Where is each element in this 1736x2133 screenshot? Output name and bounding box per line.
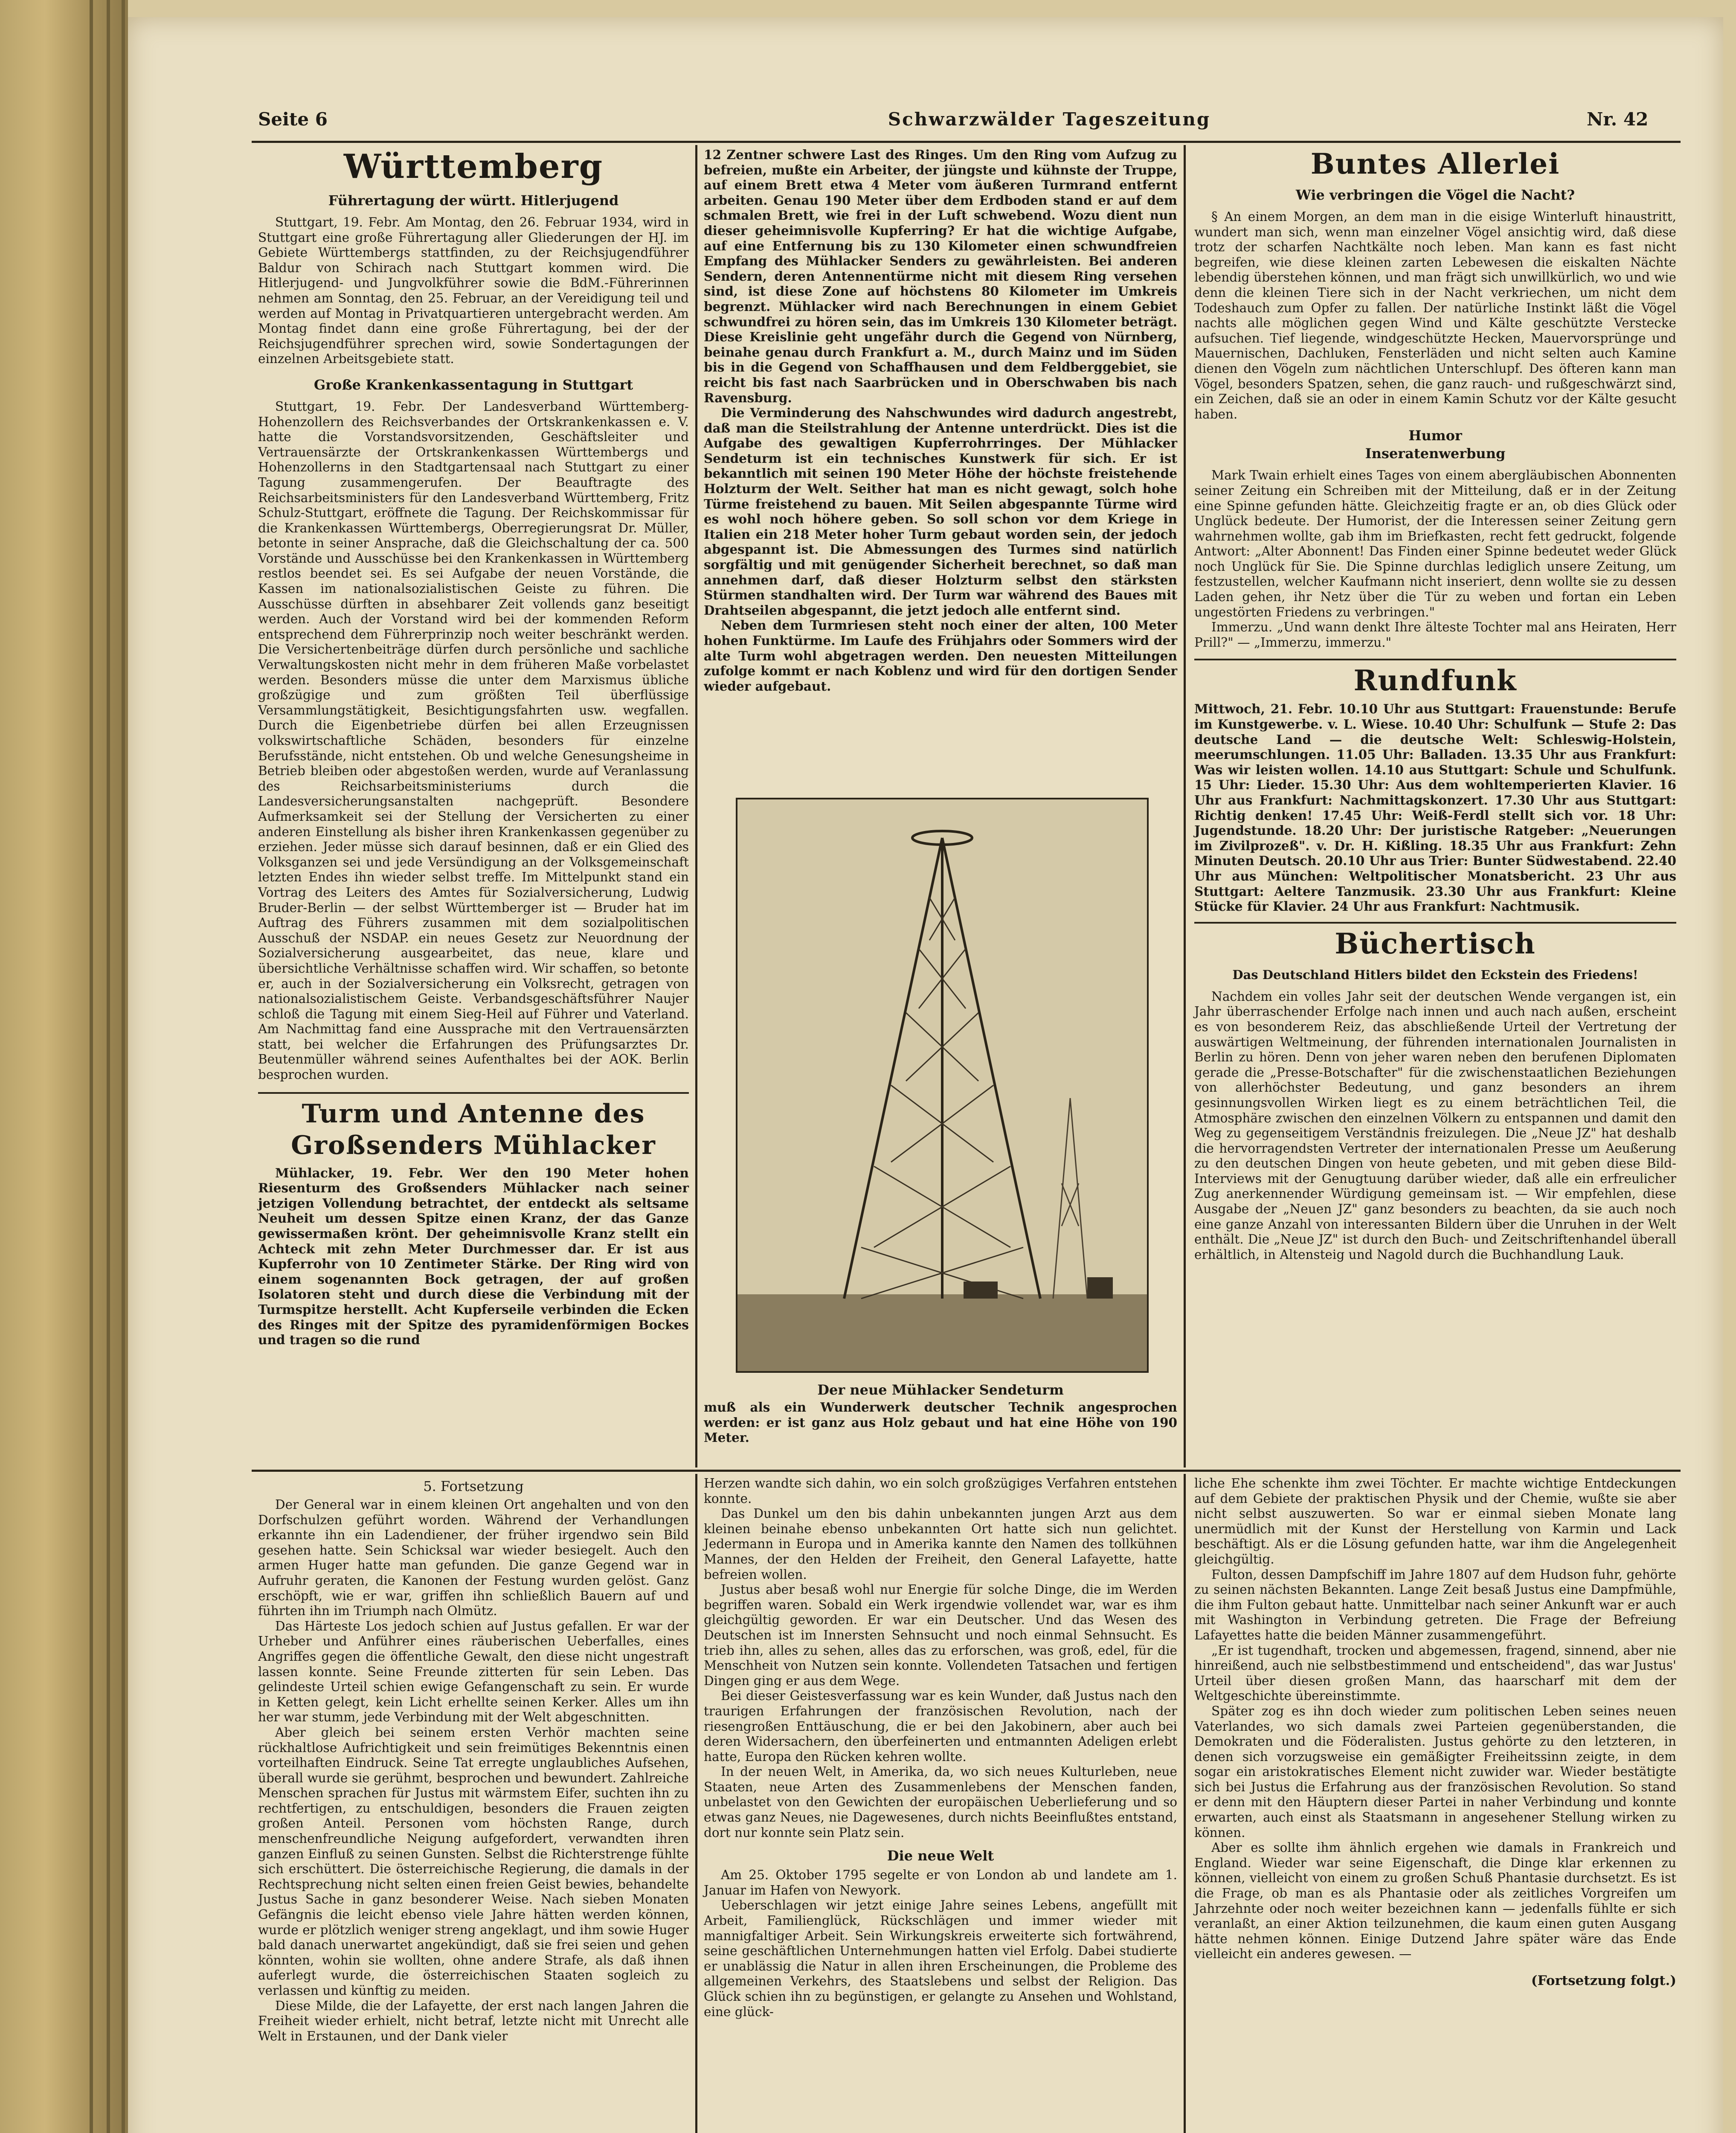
serial-paragraph: In der neuen Welt, in Amerika, da, wo sich neues Kulturleben, neue Staaten, neue Arten des Zusammenlebens der Menschen fanden, unbelastet von den Gewichten der europäischen Ueberlieferung und so etwas ganz Neues, nie Dagewesenes, durch nichts Beeinflußtes entstand, dort nur konnte sein Platz sein. <box>704 1764 1177 1840</box>
article-paragraph: Stuttgart, 19. Febr. Der Landesverband Württemberg-Hohenzollern des Reichsverbandes der Ortskrankenkassen e. V. hatte die Vorstandsvorsitzenden, Geschäftsleiter und Vertrauensärzte der Ortskrankenkassen Württembergs und Hohenzollerns in den Stadtgartensaal nach Stuttgart zu einer Tagung zusammengerufen. Der Beauftragte des Reichsarbeitsministers für den Landesverband Württemberg, Fritz Schulz-Stuttgart, eröffnete die Tagung. Der Reichskommissar für die Krankenkassen Württembergs, Oberregierungsrat Dr. Müller, betonte in seiner Ansprache, daß die Gleichschaltung der ca. 500 Vorstände und Ausschüsse bei den Krankenkassen in Württemberg restlos beendet sei. Es sei Aufgabe der neuen Vorstände, die Kassen im nationalsozialistischen Geiste zu führen. Die Ausschüsse dürften in absehbarer Zeit vollends ganz beseitigt werden. Auch der Vorstand wird bei der kommenden Reform entsprechend dem Führerprinzip noch weiter beschränkt werden. Die Versichertenbeiträge dürfen durch persönliche und sachliche Verwaltungskosten nicht mehr in dem früheren Maße vorbelastet werden. Besonders müsse die unter dem Marxismus übliche großzügige und zum größten Teil überflüssige Versammlungstätigkeit, Besichtigungsfahrten usw. wegfallen. Durch die Eigenbetriebe dürfen bei allen Erzeugnissen volkswirtschaftliche Schäden, besonders für einzelne Berufsstände, nicht entstehen. Ob und welche Genesungsheime in Betrieb bleiben oder abgestoßen werden, wurde auf Veranlassung des Reichsarbeitsministeriums durch die Landesversicherungsanstalten nachgeprüft. Besondere Aufmerksamkeit sei der Stellung der Versicherten zu einer anderen Einstellung als bisher ihren Krankenkassen gegenüber zu erziehen. Jeder müsse sich darauf besinnen, daß er ein Glied des Volksganzen sei und jede Versündigung an der Volksgemeinschaft letzten Endes ihn wieder selbst treffe. Im Mittelpunkt stand ein Vortrag des Leiters des Amtes für Sozialversicherung, Ludwig Bruder-Berlin — der selbst Württemberger ist — Bruder hat im Auftrag des Führers zusammen mit dem sozialpolitischen Ausschuß der NSDAP. ein neues Gesetz zur Neuordnung der Sozialversicherung ausgearbeitet, das neue, klare und übersichtliche Verhältnisse schaffen wird. Wir schaffen, so betonte er, auch in der Sozialversicherung ein Volksrecht, getragen von nationalsozialistischem Geiste. Verbandsgeschäftsführer Naujer schloß die Tagung mit einem Sieg-Heil auf Führer und Vaterland. Am Nachmittag fand eine Aussprache mit den Vertrauensärzten statt, bei welcher die Erfahrungen des Prüfungsarztes Dr. Beutenmüller während seines Aufenthaltes bei der AOK. Berlin besprochen wurden. <box>258 399 689 1082</box>
newspaper-page <box>128 17 1723 2133</box>
article-paragraph: Die Verminderung des Nahschwundes wird dadurch angestrebt, daß man die Steilstrahlung der Antenne unterdrückt. Dies ist die Aufgabe des gewaltigen Kupferrohrringes. Der Mühlacker Sendeturm ist ein technisches Kunstwerk für sich. Er ist bekanntlich mit seinen 190 Meter Höhe der höchste freistehende Holzturm der Welt. Seither hat man es nicht gewagt, solch hohe Türme freistehend zu bauen. Mit Seilen abgespannte Türme wird es wohl noch höhere geben. So soll schon vor dem Kriege in Italien ein 218 Meter hoher Turm gebaut worden sein, der jedoch abgespannt ist. Die Abmessungen des Turmes sind natürlich sorgfältig und mit genügender Sicherheit berechnet, so daß man annehmen darf, daß dieser Holzturm selbst den stärksten Stürmen standhalten wird. Der Turm war während des Baues mit Drahtseilen abgespannt, die jetzt jedoch alle entfernt sind. <box>704 405 1177 618</box>
column-tower-continued <box>704 147 1177 694</box>
serial-paragraph: Ueberschlagen wir jetzt einige Jahre seines Lebens, angefüllt mit Arbeit, Familienglück, Rückschlägen und immer wieder mit mannigfaltiger Arbeit. Sein Wirkungskreis erweiterte sich fortwährend, seine geschäftlichen Unternehmungen hatten viel Erfolg. Dabei studierte er unablässig die Natur in allen ihren Erscheinungen, die Probleme des allgemeinen Verkehrs, des Staatslebens und selbst der Religion. Das Glück schien ihn zu begünstigen, er gelangte zu Ansehen und Wohlstand, eine glück- <box>704 1898 1177 2019</box>
tower-photo <box>736 798 1149 1373</box>
article-paragraph: Nachdem ein volles Jahr seit der deutschen Wende vergangen ist, ein Jahr überraschender Erfolge nach innen und auch nach außen, erscheint es von besonderem Reiz, das abschließende Urteil der Vertretung der auswärtigen Weltmeinung, der führenden internationalen Journalisten in Berlin zu hören. Denn von jeher waren neben den berufenen Diplomaten gerade die „Presse-Botschafter" für die zwischenstaatlichen Beziehungen von allerhöchster Bedeutung, und ganz besonders an ihrem gesinnungsvollen Wirken liegt es zu einem beträchtlichen Teil, die Atmosphäre zwischen den einzelnen Völkern zu entspannen und damit den Weg zu gegenseitigem Verständnis freizulegen. Die „Neue JZ" hat deshalb die hervorragendsten Vertreter der internationalen Presse um Aeußerung zu den deutschen Dingen von heute gebeten, und mit geben diese Bild-Interviews mit der Genugtuung darüber wieder, daß alle ein erfreulicher Zug anerkennender Würdigung gemeinsam ist. — Wir empfehlen, diese Ausgabe der „Neuen JZ" ganz besonders zu beachten, da sie auch noch eine ganze Anzahl von interessanten Bildern über die Unruhen in der Welt enthält. Die „Neue JZ" ist durch den Buch- und Zeitschriftenhandel überall erhältlich, in Altensteig und Nagold durch die Buchhandlung Lauk. <box>1194 989 1676 1262</box>
section-title-buechertisch: Büchertisch <box>1335 927 1536 960</box>
serial-top-rule <box>252 1470 1681 1472</box>
article-subhead: Führertagung der württ. Hitlerjugend <box>328 192 619 209</box>
serial-continued-note: (Fortsetzung folgt.) <box>1531 1973 1676 1988</box>
article-title-tower: Turm und Antenne des Großsenders Mühlacker <box>291 1098 656 1160</box>
article-subhead: Inseratenwerbung <box>1365 445 1506 462</box>
column-divider <box>695 145 697 1468</box>
column-buntes-allerlei <box>1194 147 1676 1262</box>
serial-paragraph: Justus aber besaß wohl nur Energie für solche Dinge, die im Werden begriffen waren. Sobald ein Werk irgendwie vollendet war, war es ihm gleichgültig geworden. Er war ein Deutscher. Und das Wesen des Deutschen ist im Innersten Sehnsucht und noch einmal Sehnsucht. Es trieb ihn, alles zu sehen, alles das zu erforschen, was groß, edel, für die Menschheit von Nutzen sein konnte. Vollendeten Tatsachen und fertigen Dingen ging er aus dem Wege. <box>704 1582 1177 1688</box>
article-divider <box>258 1092 689 1094</box>
article-kicker: Humor <box>1408 427 1462 444</box>
article-divider <box>1194 922 1676 924</box>
serial-paragraph: Am 25. Oktober 1795 segelte er von London ab und landete am 1. Januar im Hafen von Newyork. <box>704 1868 1177 1898</box>
masthead: Schwarzwälder Tageszeitung <box>888 109 1211 130</box>
page-stack-edge <box>107 0 110 2133</box>
column-divider <box>1184 1474 1186 2133</box>
section-title-wuerttemberg: Württemberg <box>343 147 604 186</box>
article-subhead: Große Krankenkassentagung in Stuttgart <box>314 376 633 393</box>
article-paragraph: Neben dem Turmriesen steht noch einer der alten, 100 Meter hohen Funktürme. Im Laufe des Frühjahrs oder Sommers wird der alte Turm wohl abgetragen werden. Den neuesten Mitteilungen zufolge kommt er nach Koblenz und wird für den dortigen Sender wieder aufgebaut. <box>704 618 1177 694</box>
serial-paragraph: „Er ist tugendhaft, trocken und abgemessen, fragend, sinnend, aber nie hinreißend, auch nie selbstbestimmend und entscheidend", das war Justus' Urteil über diesen großen Mann, das haarscharf mit dem der Weltgeschichte übereinstimmte. <box>1194 1643 1676 1703</box>
serial-column-1 <box>258 1476 689 2044</box>
book-binding <box>0 0 128 2133</box>
serial-paragraph: Das Dunkel um den bis dahin unbekannten jungen Arzt aus dem kleinen beinahe ebenso unbekannten Ort hatte sich nun gelichtet. Jedermann in Europa und in Amerika kannte den Namen des tollkühnen Mannes, der den Helden der Freiheit, den General Lafayette, hatte befreien wollen. <box>704 1506 1177 1582</box>
article-paragraph: Mark Twain erhielt eines Tages von einem abergläubischen Abonnenten seiner Zeitung ein Schreiben mit der Mitteilung, daß er in der Zeitung eine Spinne gefunden hätte. Gleichzeitig fragte er an, ob dies Glück oder Unglück bedeute. Der Humorist, der die Interessen seiner Zeitung gern wahrnehmen wollte, gab ihm im Briefkasten, recht fett gedruckt, folgende Antwort: „Alter Abonnent! Das Finden einer Spinne bedeutet weder Glück noch Unglück für Sie. Die Spinne durchlas lediglich unsere Zeitung, um festzustellen, welcher Kaufmann nicht inseriert, denn wollte sie zu dessen Laden gehen, ihr Netz über die Tür zu weben und fortan ein Leben ungestörten Friedens zu verbringen." <box>1194 468 1676 619</box>
page-stack-edge <box>90 0 93 2133</box>
radio-tower-illustration <box>737 799 1147 1371</box>
article-divider <box>1194 659 1676 660</box>
article-paragraph: 12 Zentner schwere Last des Ringes. Um den Ring vom Aufzug zu befreien, mußte ein Arbeiter, der jüngste und kühnste der Truppe, auf einem Brett etwa 4 Meter vom äußeren Turmrand entfernt arbeiten. Genau 190 Meter über dem Erdboden stand er auf dem schmalen Brett, wie frei in der Luft schwebend. Wozu dient nun dieser geheimnisvolle Kupferring? Er hat die wichtige Aufgabe, auf eine Entfernung bis zu 130 Kilometer einen schwundfreien Empfang des Mühlacker Senders zu gewährleisten. Bei anderen Sendern, deren Antennentürme nicht mit diesem Ring versehen sind, ist diese Zone auf höchstens 80 Kilometer im Umkreis begrenzt. Mühlacker wird nach Berechnungen in einem Gebiet schwundfrei zu hören sein, das im Umkreis 130 Kilometer beträgt. Diese Kreislinie geht ungefähr durch die Gegend von Nürnberg, beinahe genau durch Frankfurt a. M., durch Mainz und im Süden bis in die Gegend von Schaffhausen und dem Feldberggebiet, sie reicht bis fast nach Saarbrücken und in Oberschwaben bis nach Ravensburg. <box>704 147 1177 405</box>
article-subhead: Das Deutschland Hitlers bildet den Eckstein des Friedens! <box>1232 967 1638 982</box>
serial-paragraph: Aber gleich bei seinem ersten Verhör machten seine rückhaltlose Aufrichtigkeit und sein freimütiges Bekenntnis einen vorteilhaften Eindruck. Seine Tat erregte unglaubliches Aufsehen, überall wurde sie gerühmt, besprochen und bewundert. Zahlreiche Menschen sprachen für Justus mit wärmstem Eifer, suchten ihn zu rechtfertigen, zu entschuldigen, besonders die Frauen zeigten großen Anteil. Personen vom höchsten Range, durch menschenfreundliche Neigung aufgefordert, verwandten ihren ganzen Einfluß zu seinen Gunsten. Selbst die Richterstrenge fühlte sich erschüttert. Die österreichische Regierung, die damals in der Rechtsprechung nicht selten einen freien Geist bewies, behandelte Justus Sache in ganz besonderer Weise. Nach sieben Monaten Gefängnis die leicht ebenso viele Jahre hätten werden können, wurde er plötzlich weniger streng angeklagt, und ihm sowie Huger bald danach unerwartet angekündigt, daß sie frei seien und gehen könnten, wohin sie wollten, ohne andere Strafe, als daß ihnen auferlegt wurde, die österreichischen Staaten sogleich zu verlassen und künftig zu meiden. <box>258 1725 689 1998</box>
serial-column-3 <box>1194 1476 1676 1988</box>
serial-column-2 <box>704 1476 1177 2020</box>
photo-caption: Der neue Mühlacker Sendeturm <box>817 1382 1064 1398</box>
serial-heading: 5. Fortsetzung <box>423 1478 524 1494</box>
article-paragraph: Mühlacker, 19. Febr. Wer den 190 Meter hohen Riesenturm des Großsenders Mühlacker nach seiner jetzigen Vollendung betrachtet, der entdeckt als seltsame Neuheit um dessen Spitze einen Kranz, der das Ganze gewissermaßen krönt. Der geheimnisvolle Kranz stellt ein Achteck mit zehn Meter Durchmesser dar. Er ist aus Kupferrohr von 10 Zentimeter Stärke. Der Ring wird von einem sogenannten Bock getragen, der auf großen Isolatoren steht und durch diese die Verbindung mit der Turmspitze herstellt. Acht Kupferseile verbinden die Ecken des Ringes mit der Spitze des pyramidenförmigen Bockes und tragen so die rund <box>258 1165 689 1348</box>
page-stack-edge <box>122 0 125 2133</box>
page-number: Seite 6 <box>258 109 328 130</box>
serial-paragraph: Später zog es ihn doch wieder zum politischen Leben seines neuen Vaterlandes, wo sich damals zwei Parteien gegenüberstanden, die Demokraten und die Föderalisten. Justus gehörte zu den letzteren, in denen sich vorzugsweise ein gemäßigter Freiheitssinn zeigte, in dem sogar ein aristokratisches Element nicht zuwider war. Wieder bestätigte sich bei Justus die Erfahrung aus der französischen Revolution. So stand er denn mit den Häuptern dieser Partei in naher Verbindung und konnte erwarten, auch einst als Staatsmann in angesehener Stellung wirken zu können. <box>1194 1703 1676 1840</box>
serial-paragraph: Das Härteste Los jedoch schien auf Justus gefallen. Er war der Urheber und Anführer eines räuberischen Ueberfalles, eines Angriffes gegen die öffentliche Gewalt, den diese nicht ungestraft lassen konnte. Seine Freunde zitterten für sein Leben. Das gelindeste Urteil schien ewige Gefangenschaft zu sein. Er wurde in Ketten gelegt, kein Licht erhellte seinen Kerker. Alles um ihn her war stumm, jede Verbindung mit der Welt abgeschnitten. <box>258 1619 689 1725</box>
issue-number: Nr. 42 <box>1587 109 1649 130</box>
article-paragraph: Stuttgart, 19. Febr. Am Montag, den 26. Februar 1934, wird in Stuttgart eine große Führertagung aller Gliederungen der HJ. im Gebiete Württembergs stattfinden, zu der Reichsjugendführer Baldur von Schirach nach Stuttgart kommen wird. Die Hitlerjugend- und Jungvolkführer sowie die BdM.-Führerinnen nehmen am Sonntag, den 25. Februar, an der Vereidigung teil und werden auf Montag in Privatquartieren untergebracht werden. Am Montag findet dann eine große Führertagung, bei der der Reichsjugendführer sprechen wird, sowie Sondertagungen der einzelnen Arbeitsgebiete statt. <box>258 215 689 366</box>
serial-paragraph: Diese Milde, die der Lafayette, der erst nach langen Jahren die Freiheit wieder erhielt, nicht betraf, letzte nicht mit Unrecht alle Welt in Erstaunen, und der Dank vieler <box>258 1998 689 2043</box>
column-wuerttemberg <box>258 147 689 1348</box>
serial-subhead: Die neue Welt <box>887 1848 994 1864</box>
article-paragraph: § An einem Morgen, an dem man in die eisige Winterluft hinaustritt, wundert man sich, wenn man einzelner Vögel ansichtig wird, daß diese trotz der scharfen Nachtkälte noch leben. Man kann es fast nicht begreifen, wie diese kleinen zarten Lebewesen die eiskalten Nächte lebendig überstehen können, und man frägt sich unwillkürlich, wo und wie denn die kleinen Tiere sich in der Nacht verkriechen, um nicht dem Todeshauch zum Opfer zu fallen. Der natürliche Instinkt läßt die Vögel nachts alle möglichen gegen Wind und Kälte geschützte Verstecke aufsuchen. Tief liegende, windgeschützte Hecken, Mauervorsprünge und Mauernischen, Dachluken, Fensterläden und nicht selten auch Kamine dienen den Vögeln zum nächtlichen Unterschlupf. Des öfteren kann man Vögel, besonders Spatzen, sehen, die ganz rauch- und rußgeschwärzt sind, ein Zeichen, daß sie an oder in einem Kamin Schutz vor der Kälte gesucht haben. <box>1194 209 1676 421</box>
serial-paragraph: liche Ehe schenkte ihm zwei Töchter. Er machte wichtige Entdeckungen auf dem Gebiete der praktischen Physik und der Chemie, wußte sie aber nicht selbst auszuwerten. So war er einmal sieben Monate lang unermüdlich mit der Kunst der Herstellung von Karmin und Lack beschäftigt. Als er die Lösung gefunden hatte, war ihm die Angelegenheit gleichgültig. <box>1194 1476 1676 1566</box>
serial-paragraph: Fulton, dessen Dampfschiff im Jahre 1807 auf dem Hudson fuhr, gehörte zu seinen nächsten Bekannten. Lange Zeit besaß Justus eine Dampfmühle, die ihm Fulton gebaut hatte. Unmittelbar nach seiner Ankunft war er auch mit Washington in Verbindung getreten. Die Frage der Befreiung Lafayettes hatte die beiden Männer zusammengeführt. <box>1194 1567 1676 1642</box>
serial-paragraph: Bei dieser Geistesverfassung war es kein Wunder, daß Justus nach den traurigen Erfahrungen der französischen Revolution, nach der riesengroßen Enttäuschung, die er bei den Jakobinern, aber auch bei deren Widersachern, den überfeinerten und entmannten Adeligen erlebt hatte, Europa den Rücken kehren wollte. <box>704 1688 1177 1764</box>
column-divider <box>1184 145 1186 1468</box>
section-title-buntes-allerlei: Buntes Allerlei <box>1310 147 1560 180</box>
photo-caption-text: muß als ein Wunderwerk deutscher Technik angesprochen werden: er ist ganz aus Holz gebaut und hat eine Höhe von 190 Meter. <box>704 1400 1177 1445</box>
column-divider <box>695 1474 697 2133</box>
article-paragraph: Immerzu. „Und wann denkt Ihre älteste Tochter mal ans Heiraten, Herr Prill?" — „Immerzu, immerzu." <box>1194 620 1676 650</box>
header-rule <box>252 141 1681 143</box>
serial-paragraph: Der General war in einem kleinen Ort angehalten und von den Dorfschulzen geführt worden. Während der Verhandlungen erkannte ihn ein Ladendiener, der früher irgendwo sein Bild gesehen hatte. Sein Schicksal war wieder besiegelt. Auch den armen Huger hatte man gefunden. Die ganze Gegend war in Aufruhr geraten, die Kanonen der Festung wurden gelöst. Ganz erschöpft, wie er war, griffen ihn schließlich Bauern auf und führten ihn im Triumph nach Olmütz. <box>258 1497 689 1619</box>
article-subhead: Wie verbringen die Vögel die Nacht? <box>1295 187 1575 203</box>
radio-program: Mittwoch, 21. Febr. 10.10 Uhr aus Stuttgart: Frauenstunde: Berufe im Kunstgewerbe. v. L. Wiese. 10.40 Uhr: Schulfunk — Stufe 2: Das deutsche Land — die deutsche Welt: Schleswig-Holstein, meerumschlungen. 11.05 Uhr: Balladen. 13.35 Uhr aus Frankfurt: Was wir leisten wollen. 14.10 aus Stuttgart: Schule und Schulfunk. 15 Uhr: Lieder. 15.30 Uhr: Aus dem wohltemperierten Klavier. 16 Uhr aus Frankfurt: Nachmittagskonzert. 17.30 Uhr aus Stuttgart: Richtig denken! 17.45 Uhr: Weiß-Ferdl stellt sich vor. 18 Uhr: Jugendstunde. 18.20 Uhr: Der juristische Ratgeber: „Neuerungen im Zivilprozeß". v. Dr. H. Kißling. 18.35 Uhr aus Frankfurt: Zehn Minuten Deutsch. 20.10 Uhr aus Trier: Bunter Südwestabend. 22.40 Uhr aus München: Weltpolitischer Monatsbericht. 23 Uhr aus Stuttgart: Aeltere Tanzmusik. 23.30 Uhr aus Frankfurt: Kleine Stücke für Klavier. 24 Uhr aus Frankfurt: Nachtmusik. <box>1194 701 1676 914</box>
photo-caption-block <box>704 1376 1177 1445</box>
section-title-rundfunk: Rundfunk <box>1353 664 1517 697</box>
serial-paragraph: Herzen wandte sich dahin, wo ein solch großzügiges Verfahren entstehen konnte. <box>704 1476 1177 1506</box>
serial-paragraph: Aber es sollte ihm ähnlich ergehen wie damals in Frankreich und England. Wieder war seine Eigenschaft, die Dinge klar erkennen zu können, vielleicht von einem zu großen Schuß Phantasie durchsetzt. Es ist die Frage, ob man es als Phantasie oder als zeitliches Vorgreifen um Jahrzehnte oder noch weiter bezeichnen kann — jedenfalls fühlte er sich veranlaßt, an einer Aktion teilzunehmen, die kaum einen guten Ausgang hätte nehmen können. Einige Dutzend Jahre später wäre das Ende vielleicht ein anderes gewesen. — <box>1194 1840 1676 1962</box>
